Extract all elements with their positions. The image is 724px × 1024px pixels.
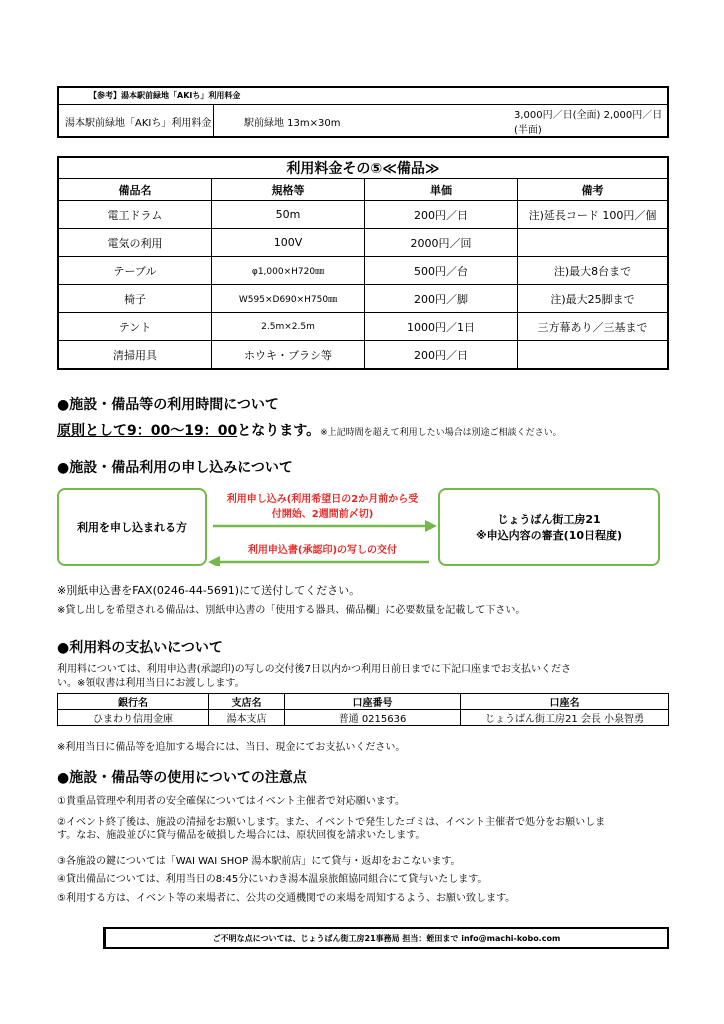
table-row xyxy=(58,201,668,229)
reference-price: 3,000円／日(全面) 2,000円／日(半面) xyxy=(514,110,663,136)
bank-row xyxy=(58,710,669,726)
arrow1-label xyxy=(207,490,438,520)
cell: 電気の利用 xyxy=(58,229,212,257)
bank-table xyxy=(57,693,669,726)
cell xyxy=(518,229,669,257)
cell: 100V xyxy=(212,229,365,257)
bank-header-bank: 銀行名 xyxy=(58,694,209,710)
bank-header-branch: 支店名 xyxy=(209,694,285,710)
bank-name: ひまわり信用金庫 xyxy=(58,710,209,726)
apply-note2: ※貸し出しを希望される備品は、別紙申込書の「使用する器具、備品欄」に必要数量を記載して下さい。 xyxy=(57,605,526,616)
header-item: 備品名 xyxy=(58,179,212,201)
branch-name: 湯本支店 xyxy=(209,710,285,726)
table-row xyxy=(58,341,668,370)
apply-note1: ※別紙申込書をFAX(0246-44-5691)にて送付してください。 xyxy=(57,584,361,597)
reviewer-name: じょうばん街工房21 xyxy=(497,513,601,526)
applicant-box: 利用を申し込まれる方 xyxy=(57,488,207,566)
reference-row xyxy=(59,105,667,137)
table-row xyxy=(58,257,668,285)
arrow-right-icon xyxy=(213,520,437,532)
cell: 三方幕あり／三基まで xyxy=(518,313,669,341)
reference-name: 湯本駅前緑地「AKIち」利用料金 xyxy=(59,105,214,137)
payment-heading: ●利用料の支払いについて xyxy=(57,640,223,656)
account-name: じょうばん街工房21 会長 小泉智勇 xyxy=(461,710,669,726)
cell: W595×D690×H750㎜ xyxy=(212,285,365,313)
equipment-title: 利用料金その⑤≪備品≫ xyxy=(58,157,668,179)
table-row xyxy=(58,313,668,341)
hours-heading: ●施設・備品等の利用時間について xyxy=(57,397,279,413)
cell: テント xyxy=(58,313,212,341)
reviewer-note: ※申込内容の審査(10日程度) xyxy=(475,529,623,542)
note-item-5: ⑤利用する方は、イベント等の来場者に、公共の交通機関での来場を周知するよう、お願い致します。 xyxy=(57,893,516,904)
hours-note: ※上記時間を超えて利用したい場合は別途ご相談ください。 xyxy=(320,428,562,438)
arrow1-line2: 付開始、2週間前〆切) xyxy=(271,509,374,520)
table-row xyxy=(58,285,668,313)
cell: 50m xyxy=(212,201,365,229)
note-item-3: ③各施設の鍵については「WAI WAI SHOP 湯本駅前店」にて貸与・返却をおこないます。 xyxy=(57,856,461,867)
cell: 注)最大8台まで xyxy=(518,257,669,285)
note-item-2b: す。なお、施設並びに貸与備品を破損した場合には、原状回復を請求いたします。 xyxy=(57,830,426,841)
cell: 椅子 xyxy=(58,285,212,313)
cell: 200円／日 xyxy=(365,201,518,229)
header-spec: 規格等 xyxy=(212,179,365,201)
account-number: 普通 0215636 xyxy=(285,710,461,726)
cell: 200円／日 xyxy=(365,341,518,370)
reviewer-box xyxy=(438,488,660,566)
hours-text xyxy=(57,420,562,440)
cell: 電工ドラム xyxy=(58,201,212,229)
bank-header-account: 口座番号 xyxy=(285,694,461,710)
contact-footer: ご不明な点については、じょうばん街工房21事務局 担当：蛭田まで info@machi-kobo.com xyxy=(103,927,669,949)
cell: 注)最大25脚まで xyxy=(518,285,669,313)
equipment-table xyxy=(57,156,669,370)
header-note: 備考 xyxy=(518,179,669,201)
note-item-1: ①貴重品管理や利用者の安全確保についてはイベント主催者で対応願います。 xyxy=(57,796,405,807)
cell: 1000円／1日 xyxy=(365,313,518,341)
payment-text2: い。※領収書は利用当日にお渡しします。 xyxy=(57,678,245,689)
arrow2-label: 利用申込書(承認印)の写しの交付 xyxy=(247,545,398,556)
arrow-left-icon xyxy=(208,556,429,566)
note-item-2a: ②イベント終了後は、施設の清掃をお願いします。また、イベントで発生したゴミは、イベント主催者で処分をお願いしま xyxy=(57,817,606,828)
cell: 500円／台 xyxy=(365,257,518,285)
cell: 注)延長コード 100円／個 xyxy=(518,201,669,229)
arrow1-line1: 利用申し込み(利用希望日の2か月前から受 xyxy=(226,494,419,505)
cell: 200円／脚 xyxy=(365,285,518,313)
cell: 清掃用具 xyxy=(58,341,212,370)
notes-heading: ●施設・備品等の使用についての注意点 xyxy=(57,770,307,786)
cell: ホウキ・ブラシ等 xyxy=(212,341,365,370)
equipment-header-row xyxy=(58,179,668,201)
apply-heading: ●施設・備品利用の申し込みについて xyxy=(57,460,293,476)
cell: テーブル xyxy=(58,257,212,285)
cell: φ1,000×H720㎜ xyxy=(212,257,365,285)
reference-size: 駅前緑地 13m×30m xyxy=(244,117,341,129)
cell: 2.5m×2.5m xyxy=(212,313,365,341)
payment-text1: 利用料については、利用申込書(承認印)の写しの交付後7日以内かつ利用日前日までに下記口座までお支払いくださ xyxy=(57,664,571,675)
note-item-4: ④貸出備品については、利用当日の8:45分にいわき湯本温泉旅館協同組合にて貸与いたします。 xyxy=(57,874,488,885)
table-row xyxy=(58,229,668,257)
reference-title: 【参考】湯本駅前緑地「AKIち」利用料金 xyxy=(59,88,667,105)
hours-main: 原則として9：00～19：00 xyxy=(57,423,238,439)
bank-header-name: 口座名 xyxy=(461,694,669,710)
payment-note: ※利用当日に備品等を追加する場合には、当日、現金にてお支払いください。 xyxy=(57,742,406,753)
cell: 2000円／回 xyxy=(365,229,518,257)
bank-header-row xyxy=(58,694,669,710)
header-price: 単価 xyxy=(365,179,518,201)
hours-rest: となります。 xyxy=(237,423,321,439)
cell xyxy=(518,341,669,370)
reference-box xyxy=(57,86,669,138)
